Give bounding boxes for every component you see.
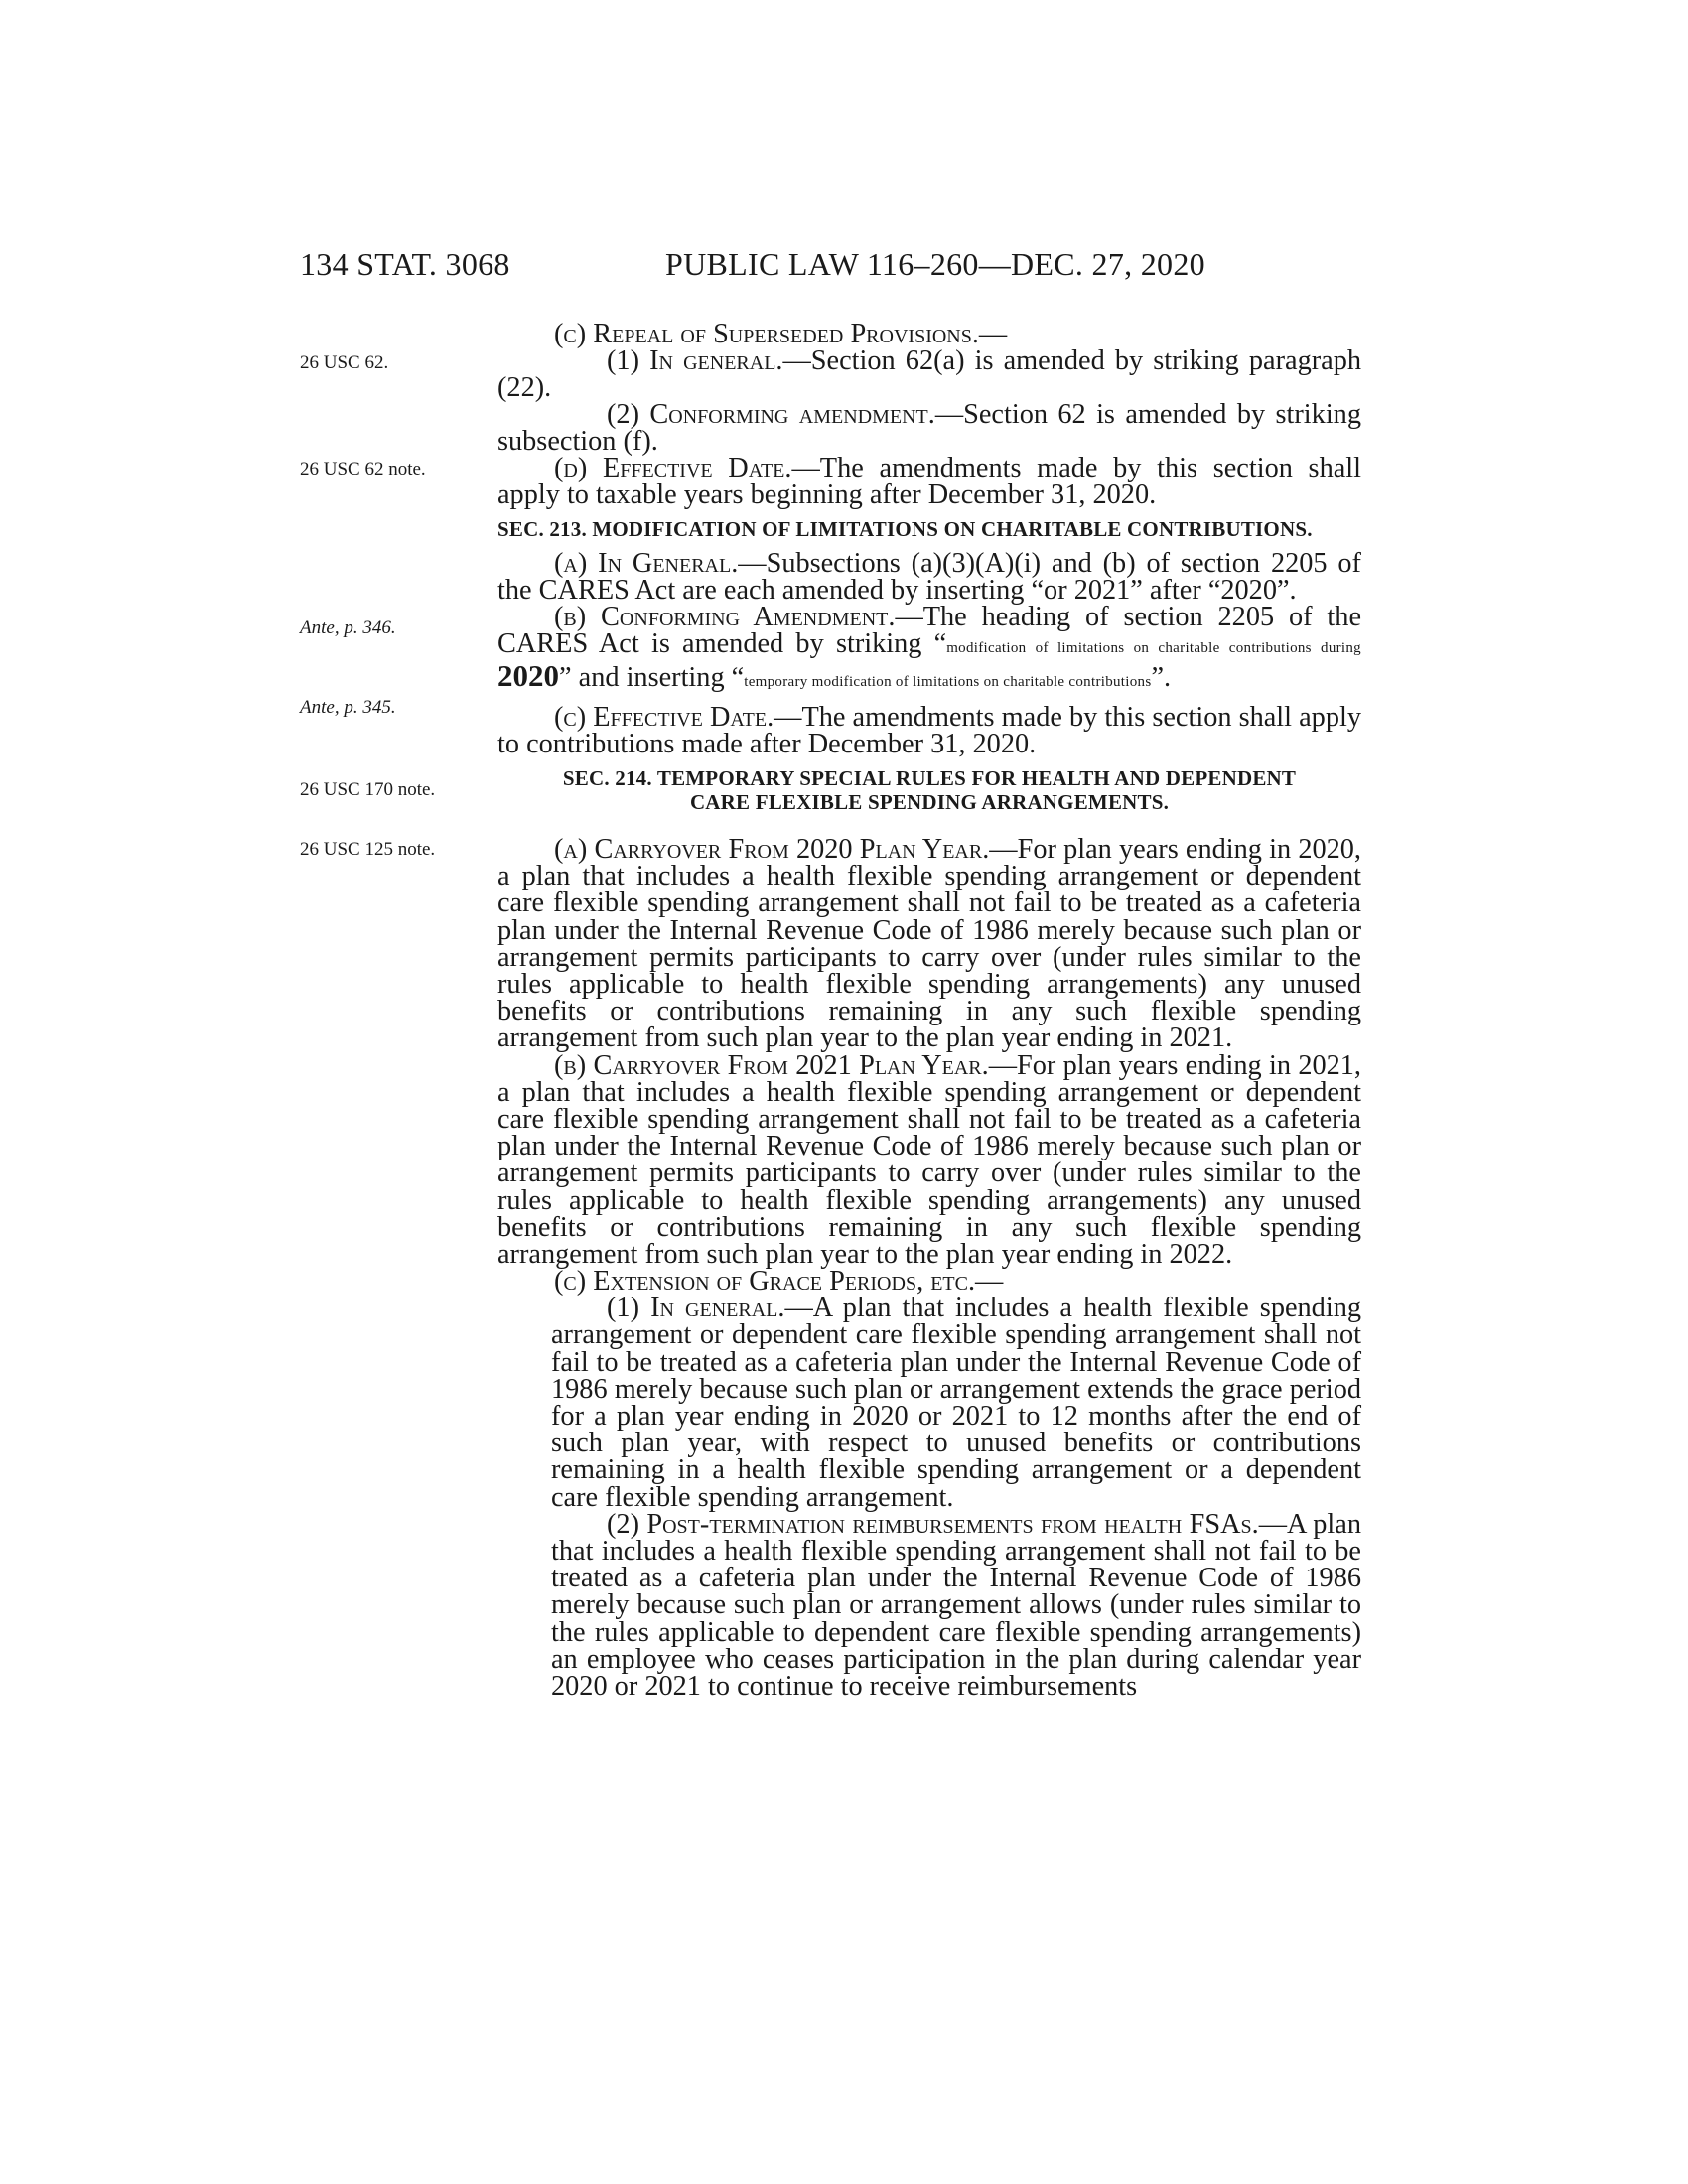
paragraph: (b) Conforming Amendment.—The heading of section 2205 of the CARES Act is amended by striking “modification of limitations on charitable contributions during 2020” and inserting “temporary modification of limitations on charitable contributions”. (497, 602, 1361, 693)
subsection-heading: (c) Repeal of Superseded Provisions.— (554, 319, 1008, 349)
small-type-text: modification of limitations on charitable contributions during (946, 640, 1361, 656)
paragraph: (2) Conforming amendment.—Section 62 is amended by striking subsection (f). (497, 399, 1361, 457)
margin-note: 26 USC 170 note. (300, 779, 436, 800)
small-type-text: temporary modification of limitations on charitable contributions (744, 674, 1152, 690)
paragraph: (c) Effective Date.—The amendments made by this section shall apply to contributions made after December 31, 2020. (497, 702, 1361, 759)
margin-note: 26 USC 62 note. (300, 459, 426, 479)
paragraph: (1) In general.—A plan that includes a health flexible spending arrangement or dependent care flexible spending arrangement shall not fail to be treated as a cafeteria plan under the Internal Revenue Code of 1986 merely because such plan or arrangement extends the grace period for a plan year ending in 2020 or 2021 to 12 months after the end of such plan year, with respect to unused benefits or contributions remaining in a health flexible spending arrangement or a dependent care flexible spending arrangement. (551, 1293, 1361, 1513)
paragraph: (2) Post-termination reimbursements from health FSAs.—A plan that includes a health flexible spending arrangement shall not fail to be treated as a cafeteria plan under the Internal Revenue Code of 1986 merely because such plan or arrangement allows (under rules similar to the rules applicable to dependent care flexible spending arrangements) an employee who ceases participation in the plan during calendar year 2020 or 2021 to continue to receive reimbursements (551, 1508, 1361, 1703)
subsection-heading: (c) Extension of Grace Periods, etc.— (554, 1266, 1004, 1297)
document-body (497, 319, 1362, 1703)
public-law-citation: PUBLIC LAW 116–260—DEC. 27, 2020 (665, 246, 1205, 282)
indented-block (497, 1293, 1361, 1703)
margin-note: 26 USC 125 note. (300, 839, 436, 860)
page-header (300, 244, 1388, 284)
paragraph: (1) In general.—Section 62(a) is amended by striking paragraph (22). (497, 345, 1361, 403)
paragraph: (d) Effective Date.—The amendments made by this section shall apply to taxable years beginning after December 31, 2020. (497, 453, 1362, 510)
paragraph: (a) Carryover From 2020 Plan Year.—For plan years ending in 2020, a plan that includes a health flexible spending arrangement or dependent care flexible spending arrangement shall not fail to be treated as a cafeteria plan under the Internal Revenue Code of 1986 merely because such plan or arrangement permits participants to carry over (under rules similar to the rules applicable to health flexible spending arrangements) any unused benefits or contributions remaining in any such flexible spending arrangement from such plan year to the plan year ending in 2021. (497, 834, 1362, 1054)
paragraph: (a) In General.—Subsections (a)(3)(A)(i) and (b) of section 2205 of the CARES Act are each amended by inserting “or 2021” after “2020”. (497, 548, 1361, 606)
statute-page-number: 134 STAT. 3068 (300, 246, 510, 282)
bold-year: 2020 (497, 658, 559, 693)
margin-note: Ante, p. 346. (300, 617, 396, 638)
section-heading: SEC. 213. MODIFICATION OF LIMITATIONS ON CHARITABLE CONTRIBUTIONS. (497, 517, 1313, 541)
margin-note: 26 USC 62. (300, 352, 389, 373)
section-heading: SEC. 214. TEMPORARY SPECIAL RULES FOR HEALTH AND DEPENDENT CARE FLEXIBLE SPENDING ARRANGEMENTS. (562, 766, 1297, 814)
margin-note: Ante, p. 345. (300, 697, 396, 718)
paragraph: (b) Carryover From 2021 Plan Year.—For plan years ending in 2021, a plan that includes a health flexible spending arrangement or dependent care flexible spending arrangement shall not fail to be treated as a cafeteria plan under the Internal Revenue Code of 1986 merely because such plan or arrangement permits participants to carry over (under rules similar to the rules applicable to health flexible spending arrangements) any unused benefits or contributions remaining in any such flexible spending arrangement from such plan year to the plan year ending in 2022. (497, 1049, 1361, 1271)
